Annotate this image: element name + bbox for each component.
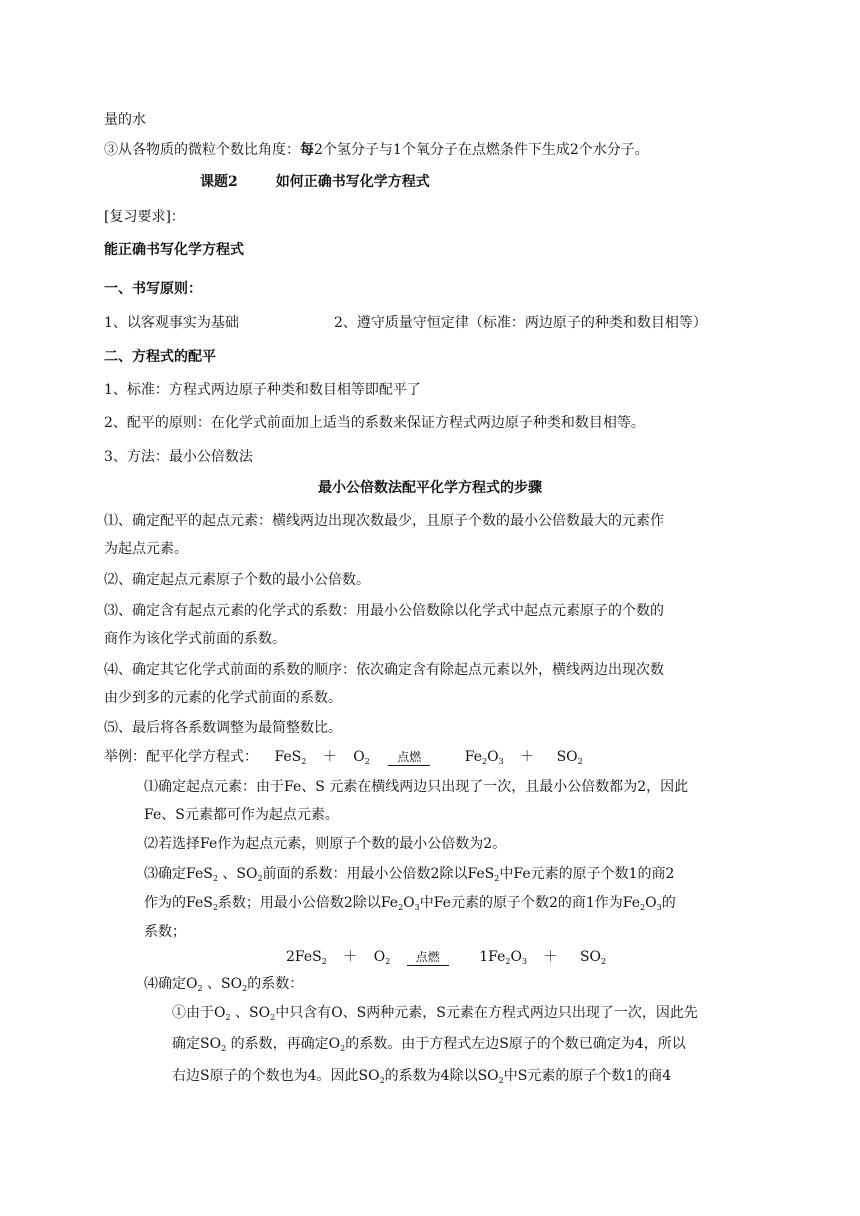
micro-bold: 每	[300, 142, 314, 158]
example-step-4: ⑷确定$O_2$ 、$SO_2$的系数：	[144, 976, 304, 993]
review-heading: [复习要求]：	[104, 209, 185, 225]
review-requirement: 能正确书写化学方程式	[104, 242, 244, 258]
lesson-title	[200, 172, 430, 192]
step-4-line-1: ⑷、确定其它化学式前面的系数的顺序：依次确定含有除起点元素以外，横线两边出现次数	[104, 662, 664, 678]
text-fragment: 量的水	[104, 112, 146, 128]
section-heading-principles: 一、书写原则：	[104, 281, 202, 297]
section-heading-balancing: 二、方程式的配平	[104, 349, 216, 365]
plus-sign: ＋	[520, 749, 535, 765]
lesson-name: 如何正确书写化学方程式	[275, 174, 430, 190]
balancing-item-2: 2、配平的原则：在化学式前面加上适当的系数来保证方程式两边原子种类和数目相等。	[104, 415, 645, 431]
principle-1: 1、以客观事实为基础	[104, 315, 239, 331]
coef-fe2o3: 1	[479, 949, 489, 965]
balancing-item-3: 3、方法：最小公倍数法	[104, 449, 253, 465]
plus-sign: ＋	[543, 949, 558, 965]
example-step-4-detail-2: 确定$SO_2$ 的系数，再确定$O_2$的系数。由于方程式左边S原子的个数已确定为4，所以	[172, 1036, 686, 1053]
lesson-label: 课题2	[200, 174, 238, 190]
principle-2: 2、遵守质量守恒定律（标准：两边原子的种类和数目相等）	[334, 315, 707, 331]
example-step-2: ⑵若选择Fe作为起点元素，则原子个数的最小公倍数为2。	[144, 836, 507, 852]
step-1-line-2: 为起点元素。	[104, 541, 188, 557]
example-step-4-detail-3: 右边S原子的个数也为4。因此$SO_2$的系数为4除以$SO_2$中S元素的原子个数1的商4	[172, 1068, 672, 1085]
example-step-3-line-3: 系数；	[144, 924, 186, 940]
example-label: 举例：配平化学方程式：	[104, 749, 258, 765]
example-step-1-line-1: ⑴确定起点元素：由于Fe、S 元素在横线两边只出现了一次，且最小公倍数都为2，因此	[144, 779, 689, 795]
example-equation: 举例：配平化学方程式： $FeS_2 + O_2$ 点燃 $Fe_2O_3 + SO_2$	[104, 749, 583, 766]
example-step-4-tail: 的系数：	[247, 976, 304, 992]
micro-prefix: ③从各物质的微粒个数比角度：	[104, 142, 300, 158]
reaction-condition: 点燃	[407, 949, 449, 966]
steps-title: 最小公倍数法配平化学方程式的步骤	[318, 480, 542, 496]
step-3-line-2: 商作为该化学式前面的系数。	[104, 631, 286, 647]
example-step-3-line-2: 作为的FeS$_2$系数；用最小公倍数2除以$Fe_2O_3$中Fe元素的原子个数2的商1作为$Fe_2O_3$的	[144, 895, 676, 912]
coef-fes2: 2	[286, 949, 295, 965]
step-3-line-1: ⑶、确定含有起点元素的化学式的系数：用最小公倍数除以化学式中起点元素原子的个数的	[104, 603, 664, 619]
step-5: ⑸、最后将各系数调整为最简整数比。	[104, 720, 342, 736]
example-step-4-detail-1: ①由于$O_2$ 、$SO_2$中只含有O、S两种元素，S元素在方程式两边只出现了一次，因此先	[172, 1005, 698, 1022]
example-step-1-line-2: Fe、S元素都可作为起点元素。	[144, 807, 339, 823]
reaction-condition: 点燃	[388, 749, 430, 766]
micro-ratio-line	[104, 140, 649, 160]
step-1-line-1: ⑴、确定配平的起点元素：横线两边出现次数最少，且原子个数的最小公倍数最大的元素作	[104, 513, 664, 529]
step-2: ⑵、确定起点元素原子个数的最小公倍数。	[104, 572, 370, 588]
step-4-line-2: 由少到多的元素的化学式前面的系数。	[104, 690, 342, 706]
micro-rest: 2个氢分子与1个氧分子在点燃条件下生成2个水分子。	[314, 142, 649, 158]
partial-equation: $2FeS_2 + O_2$ 点燃 $1Fe_2O_3 + SO_2$	[286, 949, 607, 966]
plus-sign: ＋	[343, 949, 358, 965]
plus-sign: ＋	[322, 749, 337, 765]
balancing-item-1: 1、标准：方程式两边原子种类和数目相等即配平了	[104, 382, 421, 398]
example-step-3-line-1: ⑶确定FeS$_2$ 、$SO_2$前面的系数：用最小公倍数2除以FeS$_2$中Fe元素的原子个数1的商2	[144, 866, 675, 883]
